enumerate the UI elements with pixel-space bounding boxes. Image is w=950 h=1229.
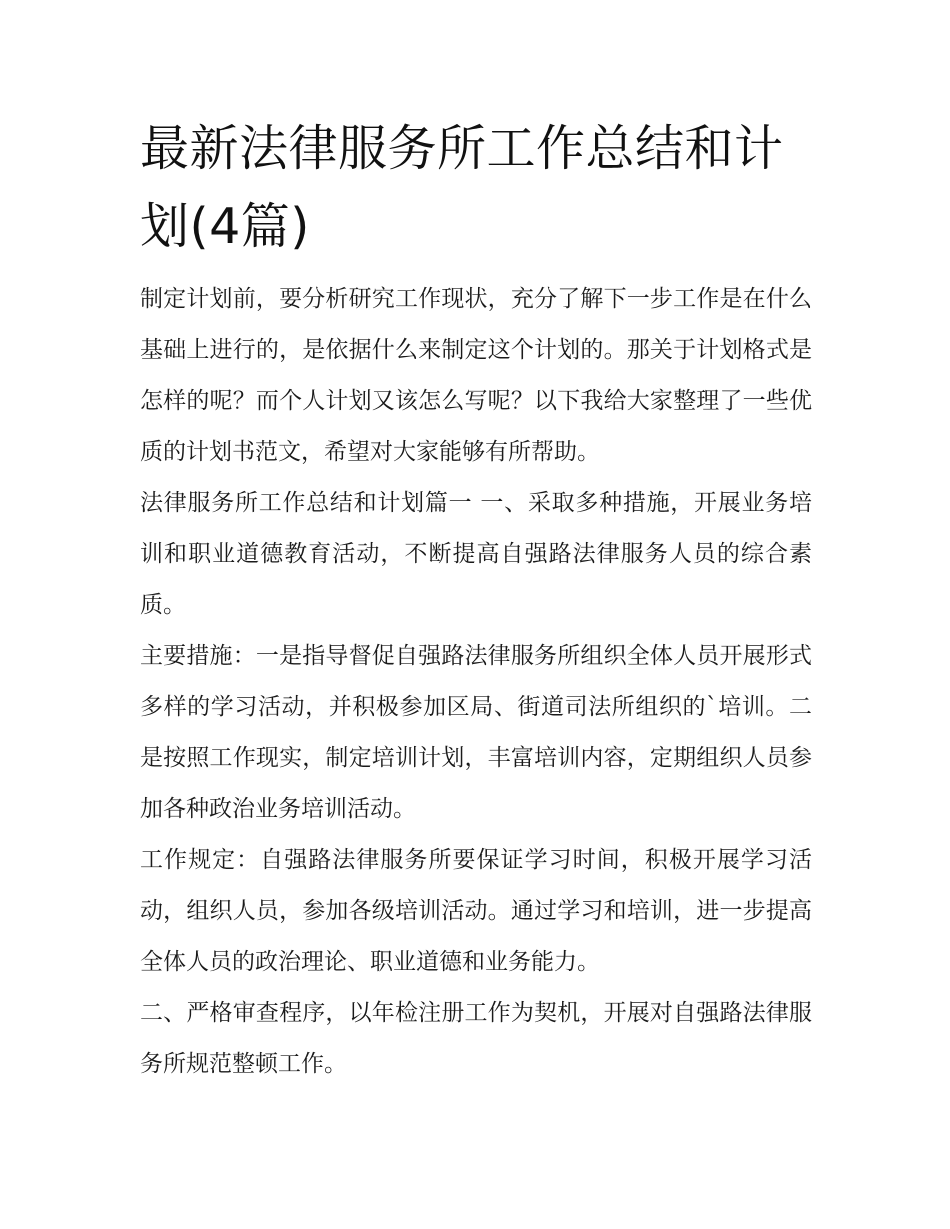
- paragraph-section-one: 法律服务所工作总结和计划篇一 一、采取多种措施，开展业务培训和职业道德教育活动，不断提高自强路法律服务人员的综合素质。: [140, 490, 812, 618]
- paragraph-work-requirements: 工作规定：自强路法律服务所要保证学习时间，积极开展学习活动，组织人员，参加各级培训活动。通过学习和培训，进一步提高全体人员的政治理论、职业道德和业务能力。: [140, 847, 812, 975]
- paragraph-intro: 制定计划前，要分析研究工作现状，充分了解下一步工作是在什么基础上进行的，是依据什么来制定这个计划的。那关于计划格式是怎样的呢？而个人计划又该怎么写呢？以下我给大家整理了一些优质的计划书范文，希望对大家能够有所帮助。: [140, 286, 812, 465]
- document-body: [140, 274, 812, 1090]
- paragraph-section-two: 二、严格审查程序，以年检注册工作为契机，开展对自强路法律服务所规范整顿工作。: [140, 1000, 812, 1077]
- paragraph-main-measures: 主要措施：一是指导督促自强路法律服务所组织全体人员开展形式多样的学习活动，并积极参加区局、街道司法所组织的`培训。二是按照工作现实，制定培训计划，丰富培训内容，定期组织人员参加各种政治业务培训活动。: [140, 643, 812, 822]
- document-title: 最新法律服务所工作总结和计划(4篇): [140, 120, 784, 255]
